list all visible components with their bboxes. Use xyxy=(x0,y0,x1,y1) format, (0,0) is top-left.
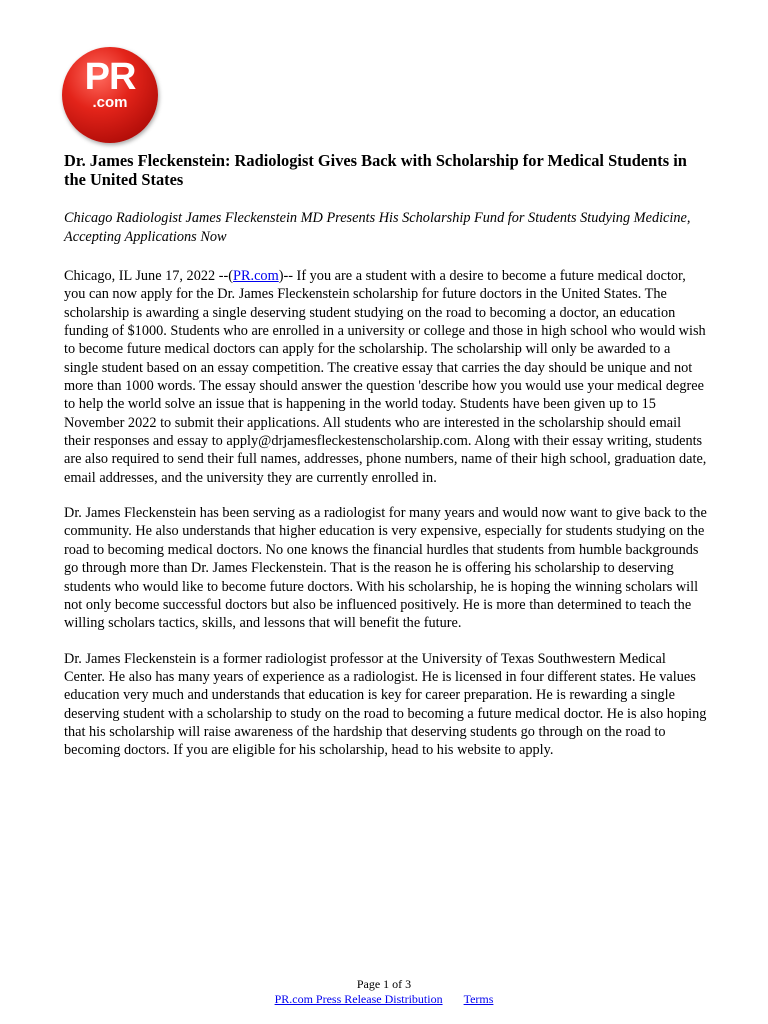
logo-main-text: PR xyxy=(84,56,136,98)
page-footer xyxy=(0,977,768,1007)
article-paragraph-1 xyxy=(64,267,708,487)
footer-links xyxy=(0,992,768,1007)
press-release-distribution-link[interactable]: PR.com Press Release Distribution xyxy=(274,992,443,1006)
pr-com-source-link[interactable]: PR.com xyxy=(233,268,279,284)
article-dateline: Chicago, IL June 17, 2022 --( xyxy=(64,268,234,284)
press-release-article xyxy=(64,151,708,760)
article-paragraph-3: Dr. James Fleckenstein is a former radiologist professor at the University of Texas Southwestern Medical Center. He also has many years of experience as a radiologist. He is licensed in four different states. He values education very much and understands that education is key for career preparation. He is rewarding a single deserving student with a scholarship to study on the road to becoming a future medical doctor. He is also hoping that his scholarship will raise awareness of the hardship that deserving students go through on the road to becoming doctors. If you are eligible for his scholarship, head to his website to apply. xyxy=(64,650,707,759)
page-number: Page 1 of 3 xyxy=(356,977,412,991)
article-paragraph-2: Dr. James Fleckenstein has been serving as a radiologist for many years and would now want to give back to the community. He also understands that higher education is very expensive, especially for students studying on the road to becoming medical doctors. No one knows the financial hurdles that students from humble backgrounds go through more than Dr. James Fleckenstein. That is the reason he is offering his scholarship to deserving students who would like to become future doctors. With his scholarship, he is hoping the winning scholars will not only become successful doctors but also be influenced positively. He is more than determined to teach the willing scholars tactics, skills, and lessons that will benefit the future. xyxy=(64,505,707,632)
article-title: Dr. James Fleckenstein: Radiologist Gives Back with Scholarship for Medical Students in the United States xyxy=(64,151,687,189)
pr-com-logo xyxy=(62,47,158,143)
paragraph-1-body: )-- If you are a student with a desire to become a future medical doctor, you can now apply for the Dr. James Fleckenstein scholarship for future doctors in the United States. The scholarship is awarding a single deserving student studying on the road to becoming a doctor, an education funding of $1000. Students who are enrolled in a university or college and those in high school who would wish to become future medical doctors can apply for the scholarship. The scholarship will only be awarded to a single student based on an essay competition. The creative essay that carries the day should be unique and not more than 1000 words. The essay should answer the question 'describe how you would use your medical degree to help the world solve an issue that is happening in the world today. Students have been given up to 15 November 2022 to submit their applications. All students who are interested in the scholarship should email their responses and essay to apply@drjamesfleckestenscholarship.com. Along with their essay writing, students are also required to send their full names, addresses, phone numbers, name of their high school, graduation date, email addresses, and the university they are currently enrolled in. xyxy=(64,268,707,486)
logo-sub-text: .com xyxy=(92,94,128,111)
article-subtitle: Chicago Radiologist James Fleckenstein MD Presents His Scholarship Fund for Students Studying Medicine, Accepting Applications Now xyxy=(64,210,691,245)
terms-link[interactable]: Terms xyxy=(463,992,494,1006)
